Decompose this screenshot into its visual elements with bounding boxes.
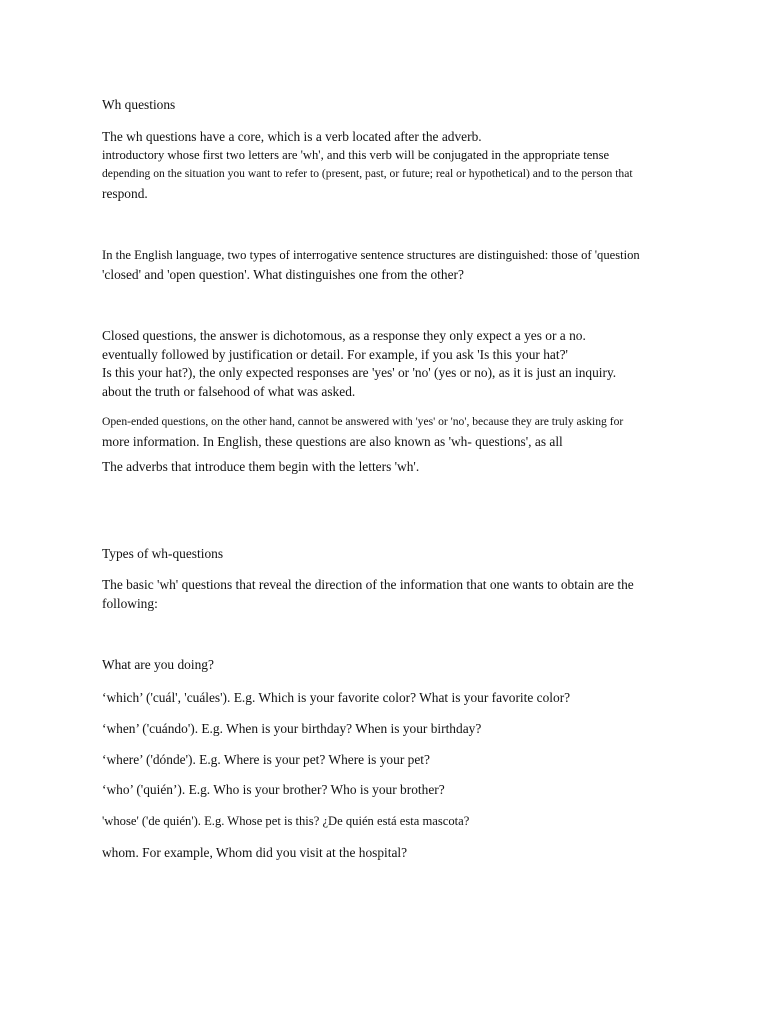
heading-types: Types of wh-questions <box>102 546 224 561</box>
open-line-2: more information. In English, these questions are also known as 'wh- questions', as all <box>102 434 563 449</box>
example-what: What are you doing? <box>102 657 214 672</box>
structures-line-1: In the English language, two types of interrogative sentence structures are distinguished: those of 'question <box>102 248 640 262</box>
basic-line-1: The basic 'wh' questions that reveal the direction of the information that one wants to obtain are the <box>102 577 634 592</box>
intro-line-4: respond. <box>102 186 148 201</box>
closed-line-2: eventually followed by justification or detail. For example, if you ask 'Is this your hat?' <box>102 347 568 362</box>
structures-line-2: 'closed' and 'open question'. What distinguishes one from the other? <box>102 267 464 282</box>
example-who: ‘who’ ('quién’). E.g. Who is your brother? Who is your brother? <box>102 782 445 797</box>
example-which: ‘which’ ('cuál', 'cuáles'). E.g. Which is your favorite color? What is your favorite color? <box>102 690 571 705</box>
intro-line-3: depending on the situation you want to refer to (present, past, or future; real or hypothetical) and to the person that <box>102 167 633 180</box>
open-line-1: Open-ended questions, on the other hand, cannot be answered with 'yes' or 'no', because they are truly asking for <box>102 415 624 428</box>
open-line-3: The adverbs that introduce them begin with the letters 'wh'. <box>102 459 420 474</box>
example-whom: whom. For example, Whom did you visit at the hospital? <box>102 845 408 860</box>
intro-line-1: The wh questions have a core, which is a verb located after the adverb. <box>102 129 482 144</box>
intro-line-2: introductory whose first two letters are 'wh', and this verb will be conjugated in the appropriate tense <box>102 148 610 162</box>
example-when: ‘when’ ('cuándo'). E.g. When is your birthday? When is your birthday? <box>102 721 482 736</box>
closed-line-3: Is this your hat?), the only expected responses are 'yes' or 'no' (yes or no), as it is just an inquiry. <box>102 365 617 380</box>
basic-line-2: following: <box>102 596 158 611</box>
heading-wh-questions: Wh questions <box>102 97 176 112</box>
closed-line-4: about the truth or falsehood of what was asked. <box>102 384 356 399</box>
example-where: ‘where’ ('dónde'). E.g. Where is your pet? Where is your pet? <box>102 752 430 767</box>
closed-line-1: Closed questions, the answer is dichotomous, as a response they only expect a yes or a no. <box>102 328 586 343</box>
example-whose: 'whose' ('de quién'). E.g. Whose pet is this? ¿De quién está esta mascota? <box>102 814 470 828</box>
